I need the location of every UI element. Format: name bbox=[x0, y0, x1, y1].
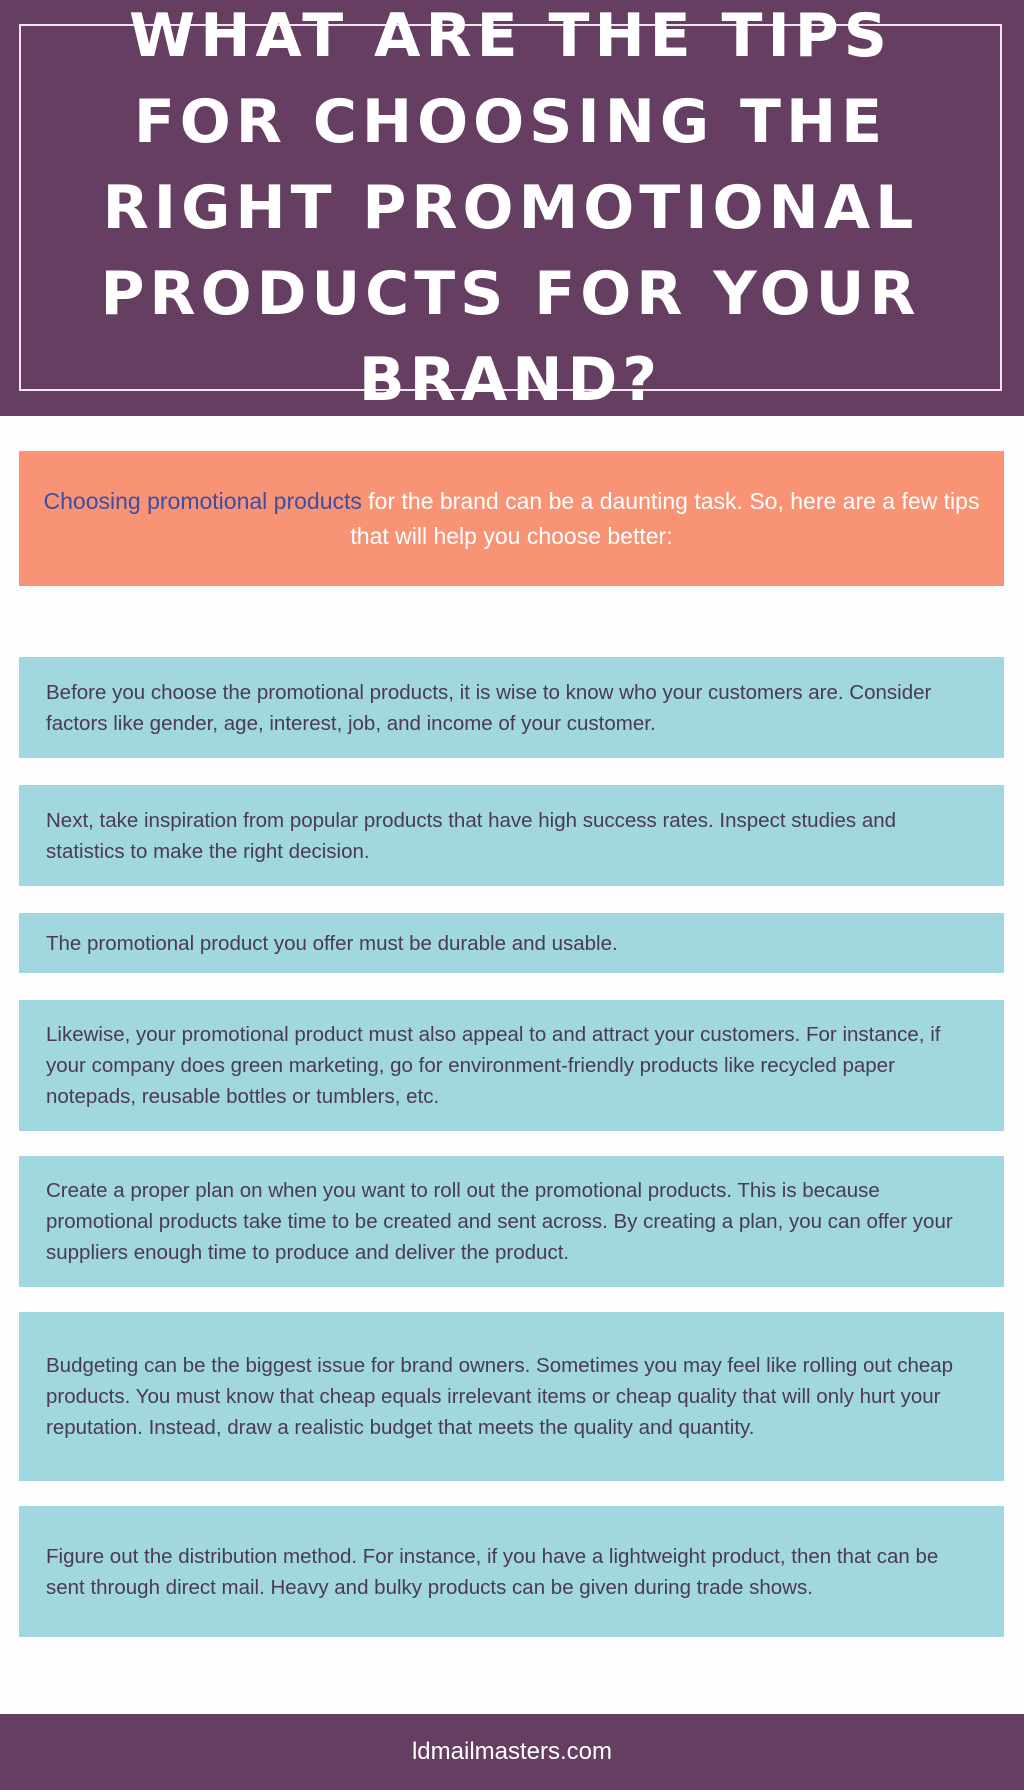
footer-bar bbox=[0, 1714, 1024, 1790]
tip-text: Likewise, your promotional product must also appeal to and attract your customers. For instance, if your company does green marketing, go for environment-friendly products like recycled paper notepads, reusable bottles or tumblers, etc. bbox=[46, 1023, 941, 1108]
tip-card-1 bbox=[19, 657, 1004, 758]
header-banner bbox=[0, 0, 1024, 416]
tip-card-4 bbox=[19, 1000, 1004, 1131]
tip-text: Next, take inspiration from popular products that have high success rates. Inspect studies and statistics to make the right decision. bbox=[46, 808, 897, 863]
tip-text: Before you choose the promotional products, it is wise to know who your customers are. Consider factors like gender, age, interest, job, and income of your customer. bbox=[46, 680, 932, 735]
page-title: WHAT ARE THE TIPS FOR CHOOSING THE RIGHT PROMOTIONAL PRODUCTS FOR YOUR BRAND? bbox=[100, 0, 921, 415]
tip-text: Create a proper plan on when you want to roll out the promotional products. This is because promotional products take time to be created and sent across. By creating a plan, you can offer your suppliers enough time to produce and deliver the product. bbox=[46, 1179, 953, 1264]
tip-text: Figure out the distribution method. For instance, if you have a lightweight product, then that can be sent through direct mail. Heavy and bulky products can be given during trade shows. bbox=[46, 1544, 939, 1599]
intro-body: for the brand can be a daunting task. So, here are a few tips that will help you choose better: bbox=[350, 487, 980, 549]
tip-card-3 bbox=[19, 913, 1004, 973]
tip-card-2 bbox=[19, 785, 1004, 886]
tip-card-6 bbox=[19, 1312, 1004, 1481]
intro-link[interactable]: Choosing promotional products bbox=[43, 487, 362, 514]
tip-text: The promotional product you offer must be durable and usable. bbox=[46, 931, 618, 955]
intro-text bbox=[39, 484, 984, 554]
intro-box bbox=[19, 451, 1004, 586]
footer-site-link[interactable]: ldmailmasters.com bbox=[411, 1738, 613, 1765]
tip-card-7 bbox=[19, 1506, 1004, 1637]
tip-card-5 bbox=[19, 1156, 1004, 1287]
header-frame bbox=[19, 0, 1002, 415]
tip-text: Budgeting can be the biggest issue for brand owners. Sometimes you may feel like rolling out cheap products. You must know that cheap equals irrelevant items or cheap quality that will only hurt your reputation. Instead, draw a realistic budget that meets the quality and quantity. bbox=[46, 1354, 954, 1439]
